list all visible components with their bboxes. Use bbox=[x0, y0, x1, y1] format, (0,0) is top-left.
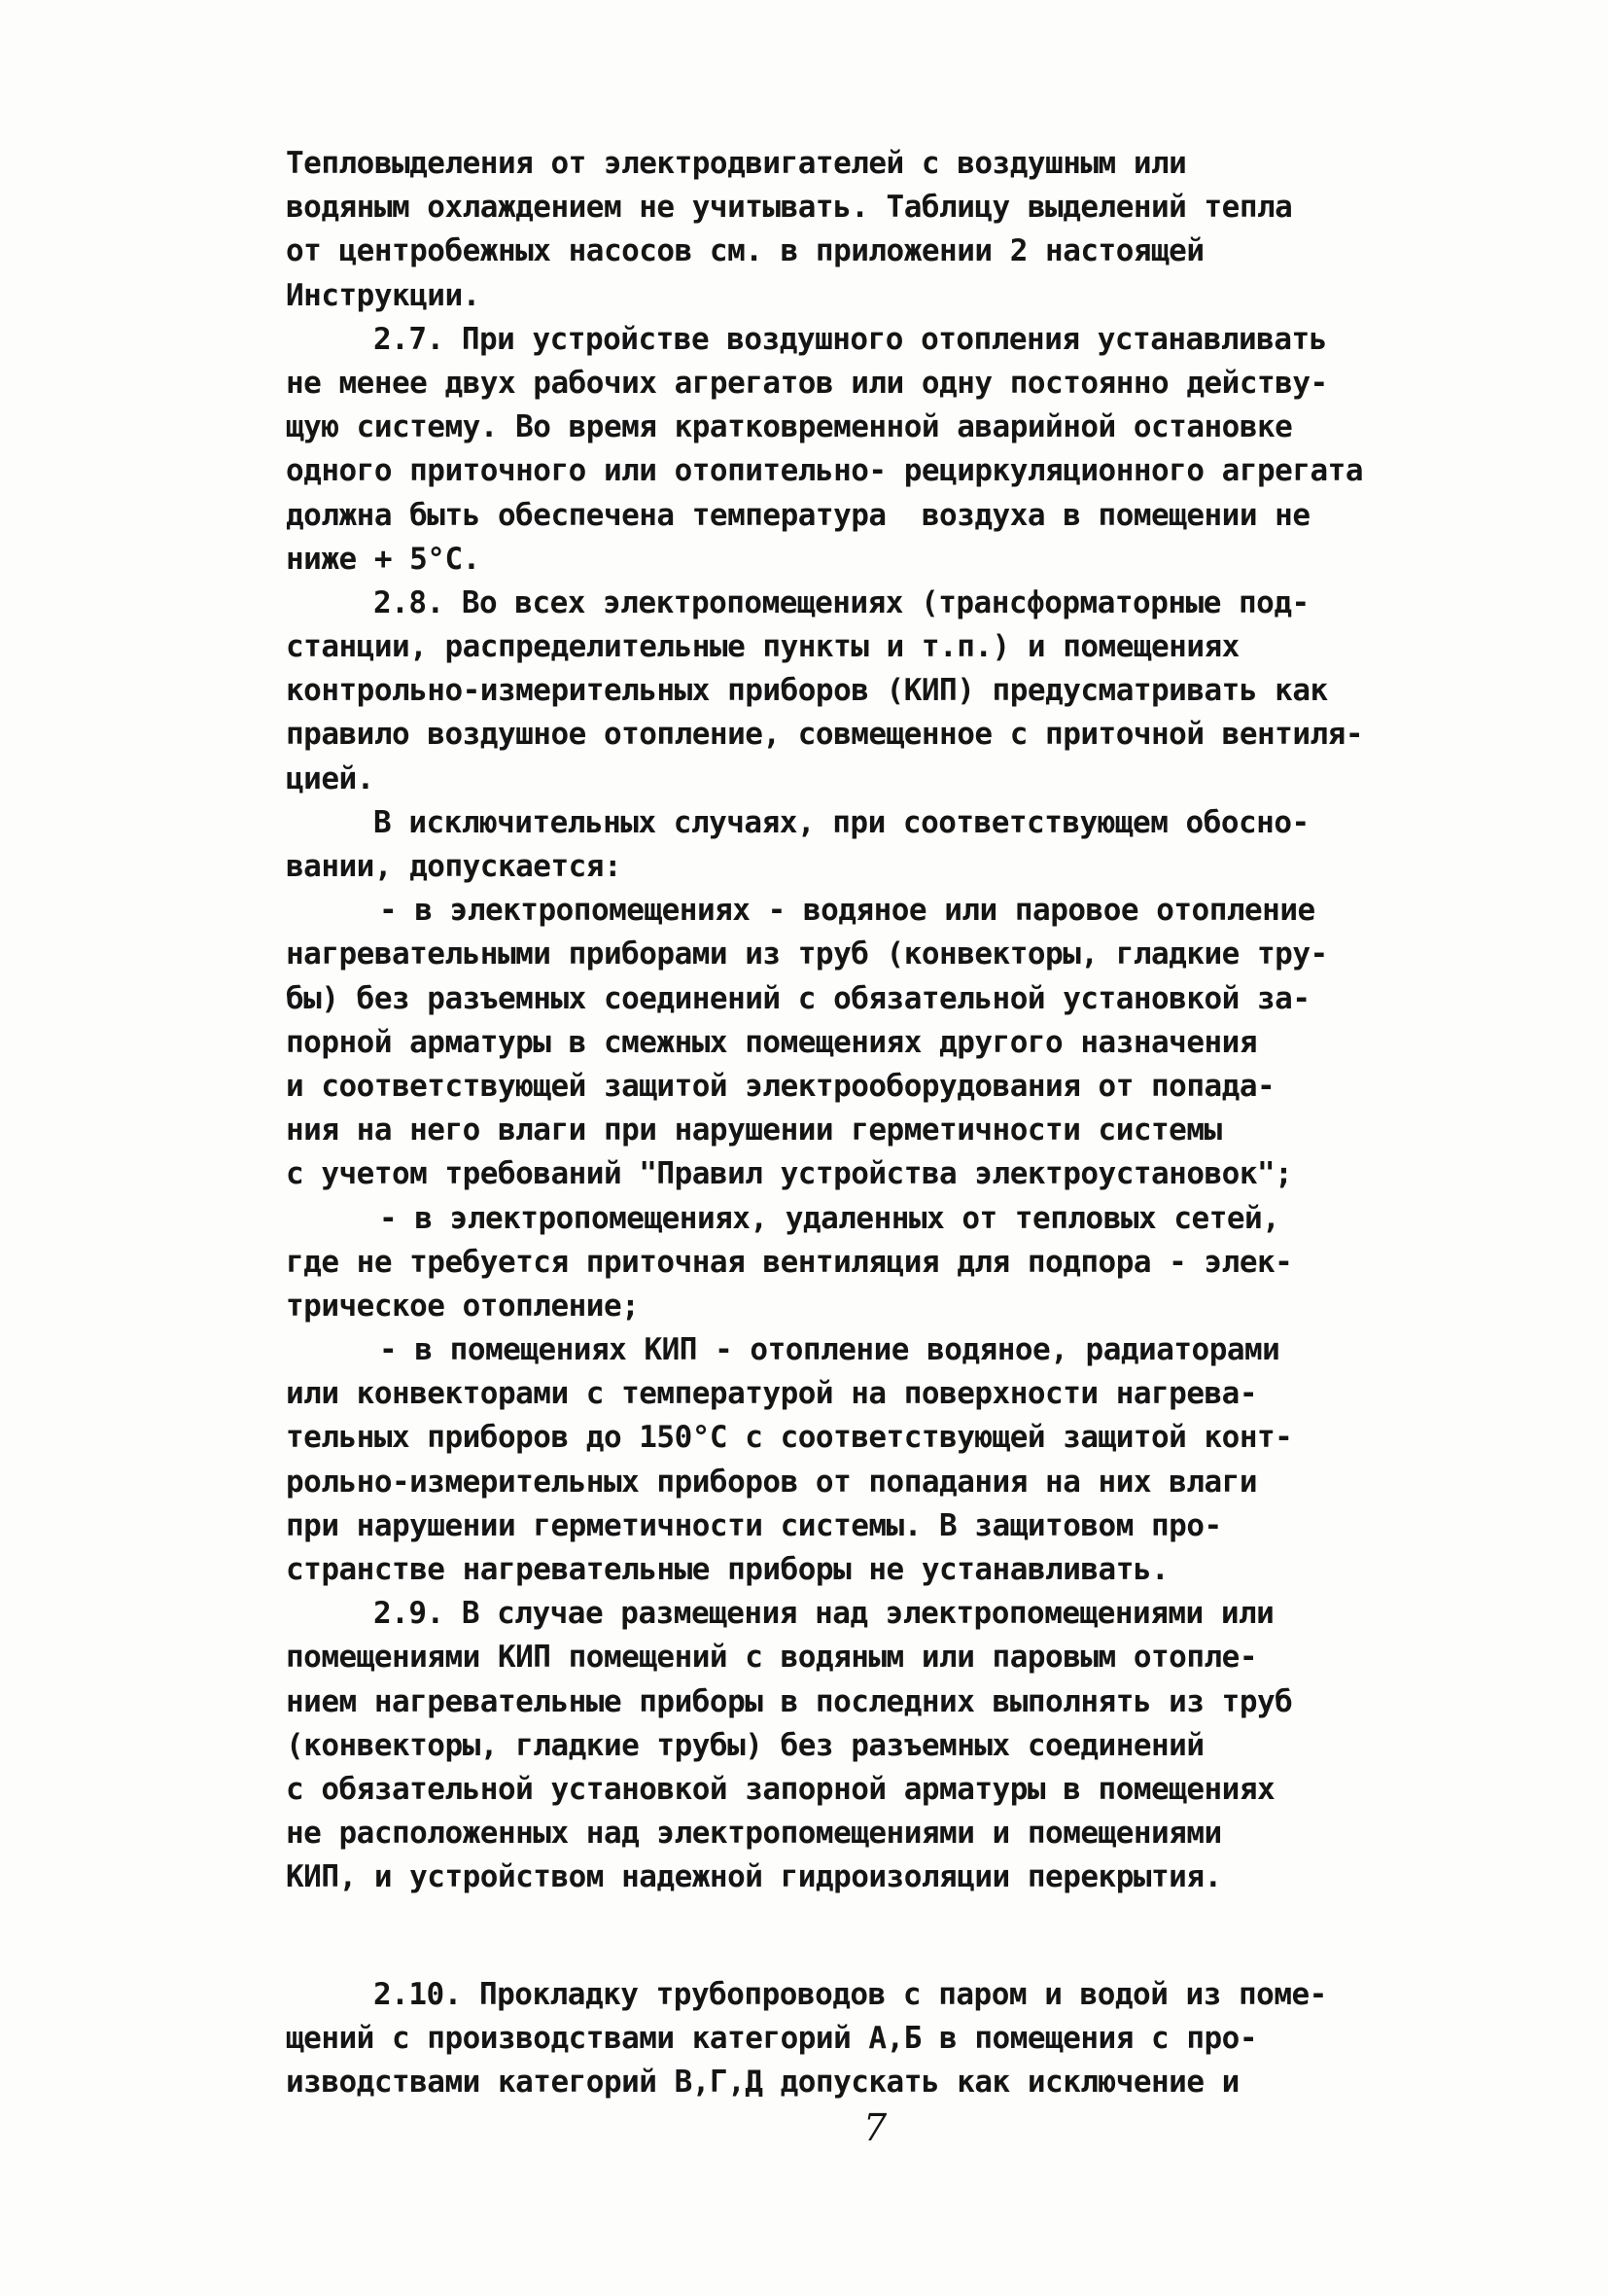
text-line: должна быть обеспечена температура воздуха в помещении не bbox=[286, 497, 1311, 533]
exceptions-first-line: В исключительных случаях, при соответствующем обосно- bbox=[373, 804, 1310, 840]
text-line: помещениями КИП помещений с водяным или паровым отопле- bbox=[286, 1640, 1257, 1676]
text-line: цией. bbox=[286, 760, 374, 796]
section-2-9-first-line: 2.9. В случае размещения над электропомещениями или bbox=[373, 1596, 1275, 1632]
text-line: и соответствующей защитой электрооборудования от попада- bbox=[286, 1068, 1276, 1104]
page-number: 7 bbox=[863, 2106, 888, 2149]
text-line: при нарушении герметичности системы. В защитовом про- bbox=[286, 1507, 1222, 1543]
text-line: нагревательными приборами из труб (конвекторы, гладкие тру- bbox=[286, 936, 1328, 972]
text-line: одного приточного или отопительно- рециркуляционного агрегата bbox=[286, 453, 1363, 489]
document-text bbox=[286, 142, 1384, 2104]
text-line: от центробежных насосов см. в приложении 2 настоящей bbox=[286, 233, 1205, 269]
text-line: (конвекторы, гладкие трубы) без разъемных соединений bbox=[286, 1727, 1205, 1763]
text-line: вании, допускается: bbox=[286, 849, 622, 884]
text-line: бы) без разъемных соединений с обязательной установкой за- bbox=[286, 980, 1311, 1016]
list-item-kip-rooms: - в помещениях КИП - отопление водяное, радиаторами bbox=[379, 1332, 1280, 1368]
section-2-7-first-line: 2.7. При устройстве воздушного отопления устанавливать bbox=[373, 321, 1327, 357]
text-line: изводствами категорий В,Г,Д допускать как исключение и bbox=[286, 2064, 1240, 2100]
text-line: Тепловыделения от электродвигателей с воздушным или bbox=[286, 146, 1187, 181]
text-line: Инструкции. bbox=[286, 277, 480, 313]
section-2-8-first-line: 2.8. Во всех электропомещениях (трансформаторные под- bbox=[373, 584, 1310, 620]
section-2-10-first-line: 2.10. Прокладку трубопроводов с паром и водой из поме- bbox=[373, 1976, 1327, 2012]
text-line: где не требуется приточная вентиляция для подпора - элек- bbox=[286, 1244, 1293, 1280]
text-line: ниже + 5°С. bbox=[286, 541, 480, 577]
text-line: не расположенных над электропомещениями и помещениями bbox=[286, 1816, 1222, 1852]
text-line: правило воздушное отопление, совмещенное с приточной вентиля- bbox=[286, 717, 1363, 753]
text-line: рольно-измерительных приборов от попадания на них влаги bbox=[286, 1464, 1257, 1500]
list-item-electro-rooms: - в электропомещениях - водяное или паровое отопление bbox=[379, 893, 1315, 929]
text-line: порной арматуры в смежных помещениях другого назначения bbox=[286, 1024, 1257, 1060]
text-line: трическое отопление; bbox=[286, 1288, 640, 1324]
text-line: тельных приборов до 150°С с соответствующей защитой конт- bbox=[286, 1420, 1293, 1456]
text-line: щений с производствами категорий А,Б в помещения с про- bbox=[286, 2020, 1257, 2056]
text-line: водяным охлаждением не учитывать. Таблицу выделений тепла bbox=[286, 190, 1293, 226]
list-item-remote-electro-rooms: - в электропомещениях, удаленных от тепловых сетей, bbox=[379, 1200, 1280, 1236]
text-line: КИП, и устройством надежной гидроизоляции перекрытия. bbox=[286, 1859, 1222, 1895]
text-line: ния на него влаги при нарушении герметичности системы bbox=[286, 1113, 1222, 1148]
paragraph-gap bbox=[286, 1900, 1384, 1973]
text-line: с учетом требований "Правил устройства электроустановок"; bbox=[286, 1156, 1293, 1192]
text-line: контрольно-измерительных приборов (КИП) предусматривать как bbox=[286, 673, 1328, 709]
text-line: с обязательной установкой запорной арматуры в помещениях bbox=[286, 1771, 1276, 1807]
text-line: щую систему. Во время кратковременной аварийной остановке bbox=[286, 409, 1293, 445]
text-line: станции, распределительные пункты и т.п.) и помещениях bbox=[286, 629, 1240, 665]
text-line: нием нагревательные приборы в последних выполнять из труб bbox=[286, 1683, 1293, 1719]
text-line: не менее двух рабочих агрегатов или одну постоянно действу- bbox=[286, 365, 1328, 401]
text-line: странстве нагревательные приборы не устанавливать. bbox=[286, 1552, 1170, 1587]
text-line: или конвекторами с температурой на поверхности нагрева- bbox=[286, 1376, 1257, 1412]
